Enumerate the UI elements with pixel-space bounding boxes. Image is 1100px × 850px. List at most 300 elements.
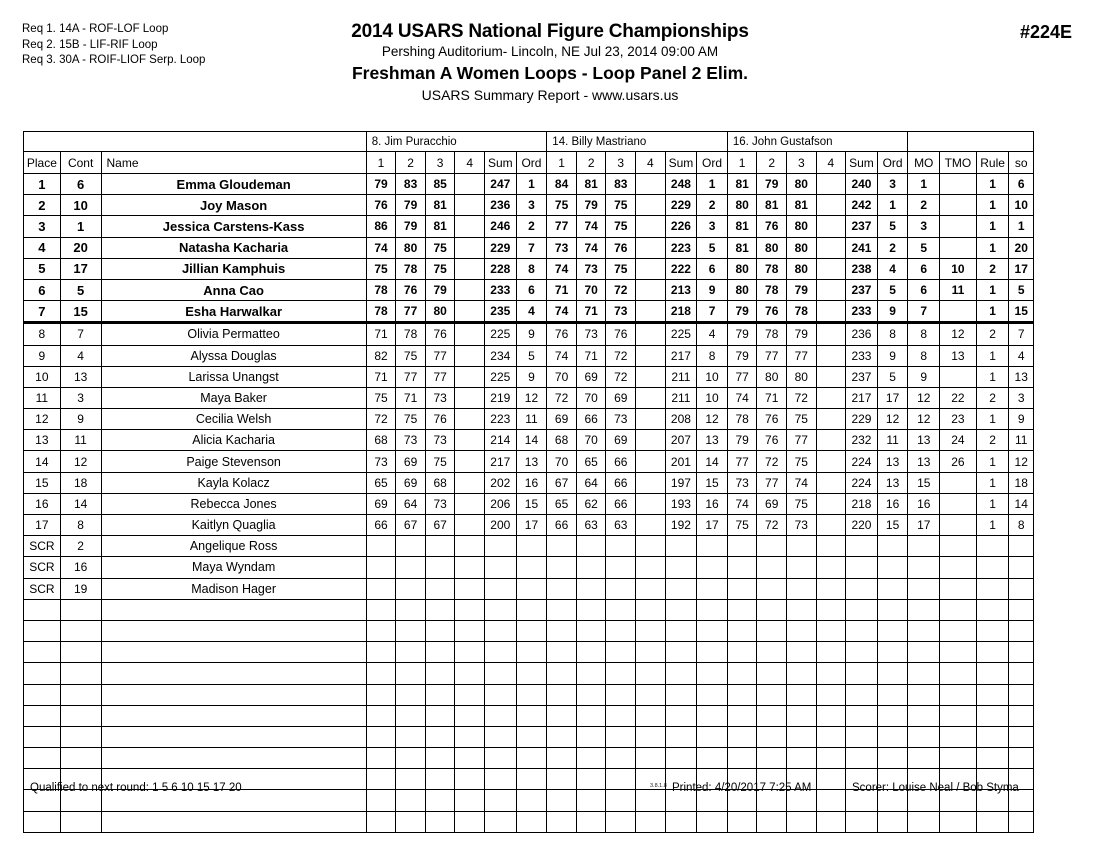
cell-cont: 7 (60, 323, 101, 345)
cell-j2-3: 75 (606, 216, 636, 237)
cell-j1-sum (485, 620, 517, 641)
cell-rule: 1 (976, 216, 1009, 237)
cell-j2-sum: 211 (665, 387, 697, 408)
cell-j3-1: 81 (727, 216, 757, 237)
cell-cont (60, 684, 101, 705)
cell-rule: 1 (976, 451, 1009, 472)
report-subtitle: USARS Summary Report - www.usars.us (421, 87, 679, 103)
cell-j1-4 (455, 451, 485, 472)
cell-mo: 12 (908, 387, 940, 408)
table-row[interactable] (24, 366, 1034, 387)
cell-j2-ord: 10 (697, 366, 728, 387)
cell-rule: 1 (976, 515, 1009, 536)
table-row[interactable] (24, 557, 1034, 578)
cell-j1-2 (396, 811, 426, 832)
cell-j3-1 (727, 663, 757, 684)
table-row[interactable] (24, 258, 1034, 279)
cell-j1-sum: 223 (485, 409, 517, 430)
cell-j3-sum: 217 (846, 387, 878, 408)
cell-j1-2 (396, 620, 426, 641)
table-row-empty[interactable] (24, 705, 1034, 726)
cell-j3-2: 69 (757, 493, 787, 514)
cell-place (24, 705, 61, 726)
table-row[interactable] (24, 578, 1034, 599)
cell-j1-ord: 9 (516, 323, 547, 345)
cell-j2-3: 63 (606, 515, 636, 536)
cell-j3-3: 74 (787, 472, 817, 493)
table-row[interactable] (24, 195, 1034, 216)
cell-rule: 2 (976, 430, 1009, 451)
cell-j1-sum (485, 684, 517, 705)
judge-name-1: 8. Jim Puracchio (366, 132, 547, 152)
cell-rule (976, 642, 1009, 663)
cell-j1-3: 73 (425, 493, 455, 514)
table-row[interactable] (24, 472, 1034, 493)
cell-j2-ord: 13 (697, 430, 728, 451)
cell-j2-2 (576, 705, 606, 726)
cell-j2-3 (606, 705, 636, 726)
cell-j2-ord (697, 705, 728, 726)
cell-j2-1: 74 (547, 345, 577, 366)
col-header-tmo: TMO (940, 152, 977, 174)
cell-j3-ord: 9 (877, 301, 908, 323)
table-row-empty[interactable] (24, 599, 1034, 620)
table-row-empty[interactable] (24, 726, 1034, 747)
cell-place: 3 (24, 216, 61, 237)
cell-j1-4 (455, 536, 485, 557)
table-row[interactable] (24, 451, 1034, 472)
cell-j1-sum (485, 705, 517, 726)
cell-j1-4 (455, 663, 485, 684)
cell-j3-4 (816, 301, 846, 323)
cell-j2-4 (636, 451, 666, 472)
cell-j3-1 (727, 536, 757, 557)
column-header-row (24, 152, 1034, 174)
cell-j1-2: 64 (396, 493, 426, 514)
table-row-empty[interactable] (24, 811, 1034, 832)
cell-j1-sum: 214 (485, 430, 517, 451)
cell-name: Jessica Carstens-Kass (101, 216, 366, 237)
cell-j1-sum: 229 (485, 237, 517, 258)
cell-place (24, 684, 61, 705)
cell-j2-2 (576, 663, 606, 684)
cell-j3-ord (877, 642, 908, 663)
cell-rule: 1 (976, 279, 1009, 300)
cell-j2-sum: 226 (665, 216, 697, 237)
col-header-j1-4: 4 (455, 152, 485, 174)
cell-j1-ord: 8 (516, 258, 547, 279)
cell-rule: 1 (976, 195, 1009, 216)
cell-j2-4 (636, 557, 666, 578)
cell-place: 16 (24, 493, 61, 514)
cell-j3-1: 80 (727, 279, 757, 300)
table-row[interactable] (24, 323, 1034, 345)
cell-mo: 7 (908, 301, 940, 323)
cell-j2-sum (665, 642, 697, 663)
cell-j2-3: 73 (606, 301, 636, 323)
cell-j1-3: 77 (425, 345, 455, 366)
cell-j3-4 (816, 684, 846, 705)
cell-j2-1: 74 (547, 258, 577, 279)
cell-tmo (940, 472, 977, 493)
cell-j3-1: 79 (727, 301, 757, 323)
cell-j3-1 (727, 811, 757, 832)
cell-j2-ord (697, 663, 728, 684)
cell-j2-sum (665, 578, 697, 599)
cell-name: Esha Harwalkar (101, 301, 366, 323)
cell-j1-ord: 9 (516, 366, 547, 387)
table-row-empty[interactable] (24, 642, 1034, 663)
cell-j1-3 (425, 748, 455, 769)
cell-j2-4 (636, 366, 666, 387)
cell-mo (908, 705, 940, 726)
cell-j1-2: 76 (396, 279, 426, 300)
cell-j2-2 (576, 811, 606, 832)
col-header-j2-2: 2 (576, 152, 606, 174)
cell-j3-3 (787, 599, 817, 620)
cell-j3-4 (816, 472, 846, 493)
cell-j1-4 (455, 301, 485, 323)
cell-j1-1: 68 (366, 430, 396, 451)
cell-j1-2 (396, 705, 426, 726)
cell-cont: 13 (60, 366, 101, 387)
cell-j3-sum: 241 (846, 237, 878, 258)
cell-j1-2: 79 (396, 216, 426, 237)
scorer-label: Scorer: Louise Neal / Bob Styma (852, 782, 1019, 794)
cell-name: Jillian Kamphuis (101, 258, 366, 279)
cell-j2-2 (576, 599, 606, 620)
cell-j2-sum: 213 (665, 279, 697, 300)
cell-tmo (940, 599, 977, 620)
cell-j3-2 (757, 642, 787, 663)
cell-j1-4 (455, 216, 485, 237)
cell-j2-2: 79 (576, 195, 606, 216)
cell-name: Paige Stevenson (101, 451, 366, 472)
cell-j3-2: 78 (757, 258, 787, 279)
cell-so: 18 (1009, 472, 1034, 493)
cell-cont: 2 (60, 536, 101, 557)
cell-rule (976, 578, 1009, 599)
cell-j2-2: 65 (576, 451, 606, 472)
cell-j3-ord: 4 (877, 258, 908, 279)
event-number-badge: #224E (1019, 22, 1072, 42)
table-row[interactable] (24, 279, 1034, 300)
cell-place: 17 (24, 515, 61, 536)
cell-so: 5 (1009, 279, 1034, 300)
cell-j2-1 (547, 536, 577, 557)
cell-name: Joy Mason (101, 195, 366, 216)
cell-j2-sum (665, 620, 697, 641)
cell-j3-1: 81 (727, 174, 757, 195)
cell-tmo (940, 301, 977, 323)
cell-j1-ord: 3 (516, 195, 547, 216)
cell-j3-3: 79 (787, 279, 817, 300)
cell-j3-2: 76 (757, 216, 787, 237)
cell-j3-ord: 13 (877, 451, 908, 472)
cell-place (24, 726, 61, 747)
cell-mo: 13 (908, 430, 940, 451)
cell-j3-4 (816, 279, 846, 300)
event-title: Freshman A Women Loops - Loop Panel 2 Elim. (351, 63, 749, 83)
cell-rule (976, 620, 1009, 641)
cell-j2-sum: 222 (665, 258, 697, 279)
cell-j2-2: 81 (576, 174, 606, 195)
cell-j2-sum: 192 (665, 515, 697, 536)
page-header (0, 0, 1100, 112)
cell-cont: 4 (60, 345, 101, 366)
cell-j2-sum: 218 (665, 301, 697, 323)
cell-name: Kaitlyn Quaglia (101, 515, 366, 536)
cell-j3-sum: 240 (846, 174, 878, 195)
cell-j3-4 (816, 387, 846, 408)
cell-j2-3 (606, 748, 636, 769)
col-header-j2-sum: Sum (665, 152, 697, 174)
cell-j2-2 (576, 557, 606, 578)
cell-tmo: 24 (940, 430, 977, 451)
cell-j2-1 (547, 748, 577, 769)
cell-j3-ord: 8 (877, 323, 908, 345)
cell-j3-1 (727, 620, 757, 641)
cell-j3-sum: 242 (846, 195, 878, 216)
cell-j1-4 (455, 237, 485, 258)
cell-j3-1: 74 (727, 387, 757, 408)
judge-band-spacer (24, 132, 367, 152)
cell-place: 9 (24, 345, 61, 366)
cell-j3-ord: 5 (877, 279, 908, 300)
cell-j2-sum: 207 (665, 430, 697, 451)
cell-j2-ord (697, 748, 728, 769)
judge-band-row (24, 132, 1034, 152)
requirement-line-1: Req 1. 14A - ROF-LOF Loop (22, 23, 169, 35)
table-row[interactable] (24, 301, 1034, 323)
cell-j3-4 (816, 578, 846, 599)
cell-j3-2 (757, 748, 787, 769)
cell-j1-2 (396, 642, 426, 663)
cell-j1-2 (396, 663, 426, 684)
cell-rule: 2 (976, 323, 1009, 345)
cell-mo (908, 642, 940, 663)
cell-j2-2: 70 (576, 430, 606, 451)
cell-j2-3 (606, 620, 636, 641)
cell-so: 9 (1009, 409, 1034, 430)
cell-j1-3: 80 (425, 301, 455, 323)
cell-mo: 6 (908, 258, 940, 279)
cell-tmo: 10 (940, 258, 977, 279)
cell-cont: 16 (60, 557, 101, 578)
cell-j2-4 (636, 258, 666, 279)
cell-j1-4 (455, 811, 485, 832)
cell-j1-1 (366, 705, 396, 726)
cell-place: 14 (24, 451, 61, 472)
cell-j1-1: 78 (366, 279, 396, 300)
cell-j3-ord: 5 (877, 366, 908, 387)
cell-j1-sum: 247 (485, 174, 517, 195)
cell-so: 7 (1009, 323, 1034, 345)
cell-j2-4 (636, 409, 666, 430)
cell-rule: 1 (976, 493, 1009, 514)
cell-j1-sum (485, 557, 517, 578)
table-row[interactable] (24, 237, 1034, 258)
cell-j2-4 (636, 345, 666, 366)
cell-j3-4 (816, 515, 846, 536)
cell-mo: 5 (908, 237, 940, 258)
cell-so (1009, 536, 1034, 557)
cell-j2-3: 76 (606, 323, 636, 345)
cell-j1-2: 77 (396, 366, 426, 387)
cell-j2-1 (547, 663, 577, 684)
cell-j2-4 (636, 684, 666, 705)
cell-rule: 2 (976, 258, 1009, 279)
cell-j2-ord (697, 578, 728, 599)
cell-j1-1 (366, 578, 396, 599)
cell-j3-ord: 17 (877, 387, 908, 408)
cell-j3-sum: 224 (846, 472, 878, 493)
cell-rule: 1 (976, 409, 1009, 430)
cell-j2-ord (697, 620, 728, 641)
cell-j3-3 (787, 642, 817, 663)
cell-j1-2: 77 (396, 301, 426, 323)
cell-j1-1: 65 (366, 472, 396, 493)
cell-j3-ord (877, 663, 908, 684)
cell-j1-3: 67 (425, 515, 455, 536)
cell-j3-4 (816, 237, 846, 258)
cell-j2-1: 71 (547, 279, 577, 300)
cell-j1-sum: 217 (485, 451, 517, 472)
cell-j3-3: 80 (787, 258, 817, 279)
table-row-empty[interactable] (24, 663, 1034, 684)
cell-j2-ord: 16 (697, 493, 728, 514)
cell-j1-1: 76 (366, 195, 396, 216)
cell-j3-1 (727, 705, 757, 726)
results-table (23, 131, 1034, 833)
table-row-empty[interactable] (24, 748, 1034, 769)
cell-j3-4 (816, 366, 846, 387)
cell-j3-ord (877, 536, 908, 557)
cell-j1-sum: 246 (485, 216, 517, 237)
cell-j3-ord (877, 599, 908, 620)
cell-rule (976, 811, 1009, 832)
cell-j3-4 (816, 811, 846, 832)
cell-j1-2 (396, 557, 426, 578)
cell-place (24, 748, 61, 769)
cell-j1-3: 73 (425, 430, 455, 451)
cell-cont (60, 620, 101, 641)
cell-mo: 12 (908, 409, 940, 430)
cell-j3-ord (877, 620, 908, 641)
cell-j2-3: 76 (606, 237, 636, 258)
table-row[interactable] (24, 216, 1034, 237)
cell-place: 1 (24, 174, 61, 195)
cell-so: 1 (1009, 216, 1034, 237)
cell-name: Angelique Ross (101, 536, 366, 557)
cell-j3-sum: 237 (846, 216, 878, 237)
cell-j3-3 (787, 557, 817, 578)
cell-j1-1 (366, 748, 396, 769)
cell-name (101, 811, 366, 832)
cell-j3-4 (816, 493, 846, 514)
table-row[interactable] (24, 515, 1034, 536)
cell-j1-ord (516, 536, 547, 557)
cell-j3-sum: 232 (846, 430, 878, 451)
cell-j1-4 (455, 430, 485, 451)
cell-j2-sum (665, 684, 697, 705)
cell-rule (976, 705, 1009, 726)
cell-j1-sum: 225 (485, 323, 517, 345)
cell-j1-ord: 15 (516, 493, 547, 514)
cell-tmo: 23 (940, 409, 977, 430)
cell-so: 4 (1009, 345, 1034, 366)
cell-j2-4 (636, 620, 666, 641)
table-row-empty[interactable] (24, 684, 1034, 705)
cell-j2-4 (636, 472, 666, 493)
cell-rule (976, 663, 1009, 684)
cell-place (24, 599, 61, 620)
cell-j2-3: 75 (606, 258, 636, 279)
cell-cont: 9 (60, 409, 101, 430)
cell-so (1009, 557, 1034, 578)
cell-j1-1: 71 (366, 323, 396, 345)
cell-j2-2 (576, 726, 606, 747)
cell-j2-ord (697, 599, 728, 620)
cell-j2-ord (697, 684, 728, 705)
cell-j2-2: 70 (576, 279, 606, 300)
cell-j3-4 (816, 451, 846, 472)
table-row-empty[interactable] (24, 620, 1034, 641)
cell-tmo: 22 (940, 387, 977, 408)
cell-j3-ord: 11 (877, 430, 908, 451)
cell-j2-ord: 5 (697, 237, 728, 258)
col-header-so: so (1009, 152, 1034, 174)
cell-j1-1: 73 (366, 451, 396, 472)
col-header-name: Name (101, 152, 366, 174)
table-row[interactable] (24, 387, 1034, 408)
table-row[interactable] (24, 536, 1034, 557)
cell-j2-ord: 17 (697, 515, 728, 536)
cell-j3-ord: 15 (877, 515, 908, 536)
cell-j1-2: 69 (396, 472, 426, 493)
cell-j2-1: 73 (547, 237, 577, 258)
cell-name: Natasha Kacharia (101, 237, 366, 258)
cell-j3-1: 77 (727, 451, 757, 472)
cell-j2-2: 63 (576, 515, 606, 536)
table-row[interactable] (24, 409, 1034, 430)
table-row[interactable] (24, 493, 1034, 514)
cell-j3-2 (757, 620, 787, 641)
col-header-j3-1: 1 (727, 152, 757, 174)
cell-j3-ord (877, 748, 908, 769)
cell-tmo (940, 705, 977, 726)
cell-j1-ord: 4 (516, 301, 547, 323)
cell-tmo: 13 (940, 345, 977, 366)
cell-j1-ord (516, 684, 547, 705)
cell-place: SCR (24, 557, 61, 578)
table-row[interactable] (24, 430, 1034, 451)
cell-j3-1: 74 (727, 493, 757, 514)
cell-j2-ord (697, 536, 728, 557)
cell-j1-sum (485, 663, 517, 684)
table-row[interactable] (24, 345, 1034, 366)
cell-so (1009, 663, 1034, 684)
table-row[interactable] (24, 174, 1034, 195)
cell-cont: 5 (60, 279, 101, 300)
cell-j3-1: 75 (727, 515, 757, 536)
cell-cont: 20 (60, 237, 101, 258)
cell-j3-2: 76 (757, 301, 787, 323)
col-header-j3-3: 3 (787, 152, 817, 174)
cell-so: 8 (1009, 515, 1034, 536)
cell-j2-1 (547, 811, 577, 832)
cell-mo (908, 726, 940, 747)
